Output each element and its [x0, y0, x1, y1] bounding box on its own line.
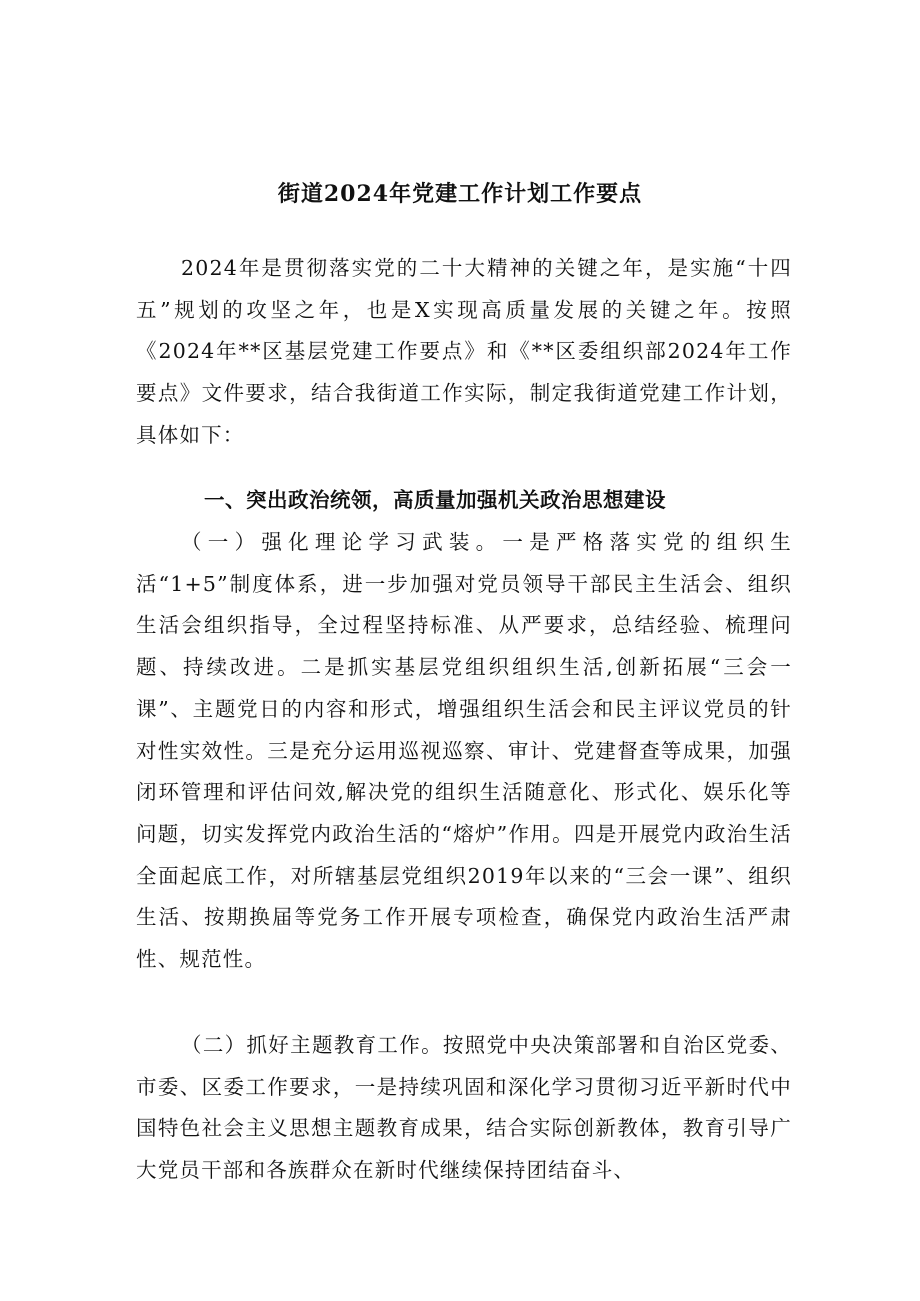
document-title: 街道2024年党建工作计划工作要点 [277, 181, 643, 207]
section1-item2-paragraph: （二）抓好主题教育工作。按照党中央决策部署和自治区党委、市委、区委工作要求，一是持续巩固和深化学习贯彻习近平新时代中国特色社会主义思想主题教育成果，结合实际创新教体，教育引导广大党员干部和各族群众在新时代继续保持团结奋斗、 [136, 1033, 792, 1183]
intro-paragraph: 2024年是贯彻落实党的二十大精神的关键之年，是实施“十四五”规划的攻坚之年，也是X实现高质量发展的关键之年。按照《2024年**区基层党建工作要点》和《**区委组织部2024年工作要点》文件要求，结合我街道工作实际，制定我街道党建工作计划，具体如下： [136, 256, 792, 447]
section1-item1-paragraph: （一）强化理论学习武装。一是严格落实党的组织生活“1+5”制度体系，进一步加强对党员领导干部民主生活会、组织生活会组织指导，全过程坚持标准、从严要求，总结经验、梳理问题、持续改进。二是抓实基层党组织组织生活,创新拓展“三会一课”、主题党日的内容和形式，增强组织生活会和民主评议党员的针对性实效性。三是充分运用巡视巡察、审计、党建督查等成果，加强闭环管理和评估问效,解决党的组织生活随意化、形式化、娱乐化等问题，切实发挥党内政治生活的“熔炉”作用。四是开展党内政治生活全面起底工作，对所辖基层党组织2019年以来的“三会一课”、组织生活、按期换届等党务工作开展专项检查，确保党内政治生活严肃性、规范性。 [136, 530, 792, 972]
section-heading-1: 一、突出政治统领，高质量加强机关政治思想建设 [204, 488, 666, 512]
